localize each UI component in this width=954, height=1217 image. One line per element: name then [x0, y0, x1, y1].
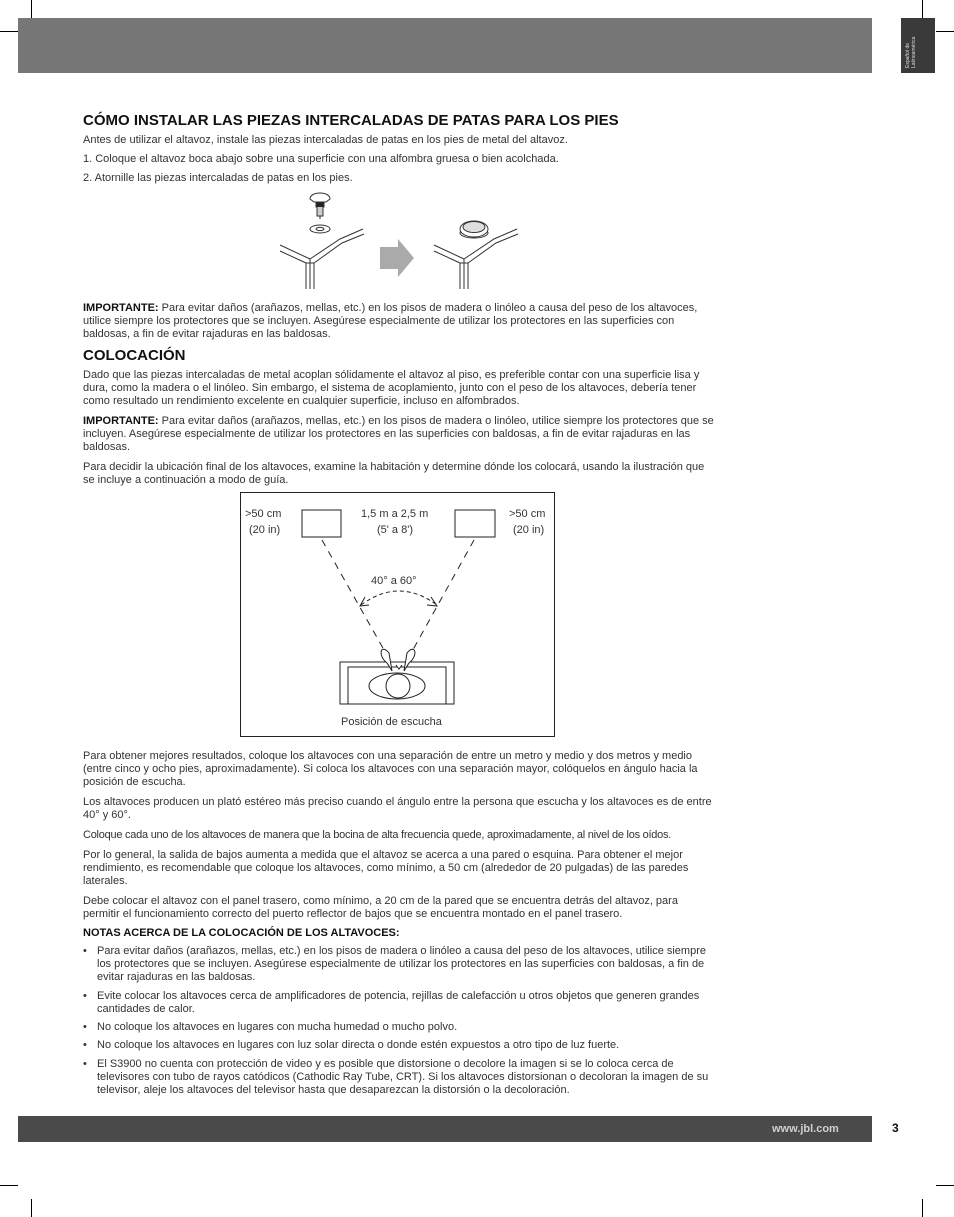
placement-diagram [240, 492, 555, 737]
angle-label: 40° a 60° [371, 575, 417, 587]
crop-mark [31, 0, 32, 18]
crop-mark [31, 1199, 32, 1217]
page-number: 3 [892, 1121, 899, 1135]
placement-paragraph-7: Debe colocar el altavoz con el panel trasero, como mínimo, a 20 cm de la pared que se encuentra detrás del altavoz, para permitir el funcionamiento correcto del puerto reflector de bajos que se encuentra montado en el panel trasero. [83, 895, 678, 920]
placement-paragraph-6: Por lo general, la salida de bajos aumenta a medida que el altavoz se acerca a una pared o esquina. Para obtener el mejor rendimiento, es recomendable que coloque los altavoces, como mínimo, a 50 cm (alrededor de 20 pulgadas) de las paredes laterales. [83, 849, 689, 887]
header-bar [18, 18, 872, 73]
placement-paragraph-2: Para decidir la ubicación final de los altavoces, examine la habitación y determine dónde los colocará, usando la ilustración que se incluye a continuación a modo de guía. [83, 461, 705, 486]
right-distance-inches: (20 in) [513, 524, 545, 536]
important-note-1 [83, 302, 715, 341]
crop-mark [922, 1199, 923, 1217]
important-text: Para evitar daños (arañazos, mellas, etc.) en los pisos de madera o linóleo, utilice siempre los protectores que se incluyen. Asegúrese especialmente de utilizar los protectores en las superficies con baldosas, a fin de evitar rajaduras en las baldosas. [83, 415, 714, 453]
language-tab-label: Español de Latinoamérica [905, 36, 917, 68]
list-item: • Para evitar daños (arañazos, mellas, etc.) en los pisos de madera o linóleo a causa del peso de los altavoces, utilice siempre los protectores que se incluyen. Asegúrese especialmente de utilizar los protectores en las superficies con baldosas, a fin de evitar rajaduras en las baldosas. [83, 945, 706, 983]
list-item: • El S3900 no cuenta con protección de video y es posible que distorsione o decolore la imagen si se lo coloca cerca de televisores con tubo de rayos catódicos (Cathodic Ray Tube, CRT). Si los altavoces distorsionan o decoloran la imagen de su televisor, aleje los altavoces del televisor hasta que desaparezcan la distorsión o la decoloración. [83, 1058, 709, 1096]
important-text: Para evitar daños (arañazos, mellas, etc.) en los pisos de madera o linóleo a causa del peso de los altavoces, utilice siempre los protectores que se incluyen. Asegúrese especialmente de utilizar los protectores en las superficies con baldosas, a fin de evitar rajaduras en las baldosas. [83, 302, 698, 340]
listener-head [386, 674, 410, 698]
placement-paragraph-5: Coloque cada uno de los altavoces de manera que la bocina de alta frecuencia quede, aproximadamente, al nivel de los oídos. [83, 829, 672, 841]
important-label: IMPORTANTE: [83, 302, 159, 314]
list-item: • No coloque los altavoces en lugares con mucha humedad o mucho polvo. [83, 1021, 458, 1033]
right-speaker [455, 510, 495, 537]
section-title-feet: CÓMO INSTALAR LAS PIEZAS INTERCALADAS DE PATAS PARA LOS PIES [83, 112, 619, 129]
crop-mark [936, 1185, 954, 1186]
language-tab [901, 18, 935, 73]
section-title-placement: COLOCACIÓN [83, 347, 186, 364]
notes-title: NOTAS ACERCA DE LA COLOCACIÓN DE LOS ALTAVOCES: [83, 927, 400, 939]
important-label: IMPORTANTE: [83, 415, 159, 427]
foot-insert-illustration [276, 189, 526, 294]
left-distance-inches: (20 in) [249, 524, 281, 536]
left-distance-label: >50 cm [245, 508, 282, 520]
intro-paragraph: Antes de utilizar el altavoz, instale las piezas intercaladas de patas en los pies de metal del altavoz. [83, 134, 568, 146]
footer-bar [18, 1116, 872, 1142]
step-1: 1. Coloque el altavoz boca abajo sobre una superficie con una alfombra gruesa o bien acolchada. [83, 153, 559, 165]
center-distance-feet: (5' a 8') [377, 524, 413, 536]
crop-mark [936, 31, 954, 32]
center-distance-label: 1,5 m a 2,5 m [361, 508, 429, 520]
listening-position-label: Posición de escucha [341, 716, 442, 728]
left-speaker [302, 510, 341, 537]
step-2: 2. Atornille las piezas intercaladas de patas en los pies. [83, 172, 353, 184]
placement-paragraph-3: Para obtener mejores resultados, coloque los altavoces con una separación de entre un metro y medio y dos metros y medio (entre cinco y ocho pies, aproximadamente). Si coloca los altavoces con una separación mayor, colóquelos en ángulo hacia la posición de escucha. [83, 750, 698, 788]
list-item: • No coloque los altavoces en lugares con luz solar directa o donde estén expuestos a otro tipo de luz fuerte. [83, 1039, 620, 1051]
crop-mark [0, 1185, 18, 1186]
crop-mark [0, 31, 18, 32]
list-item: • Evite colocar los altavoces cerca de amplificadores de potencia, rejillas de calefacción u otros objetos que generen grandes cantidades de calor. [83, 990, 700, 1015]
placement-paragraph-4: Los altavoces producen un plató estéreo más preciso cuando el ángulo entre la persona que escucha y los altavoces es de entre 40° y 60°. [83, 796, 712, 821]
right-distance-label: >50 cm [509, 508, 546, 520]
placement-paragraph-1: Dado que las piezas intercaladas de metal acoplan sólidamente el altavoz al piso, es preferible contar con una superficie lisa y dura, como la madera o el linóleo. Sin embargo, el sistema de acoplamiento, junto con el peso de los altavoces, debería tener como resultado un rendimiento excelente en cualquier superficie, incluso en alfombrados. [83, 369, 700, 407]
crop-mark [922, 0, 923, 18]
website-link[interactable]: www.jbl.com [772, 1123, 839, 1135]
important-note-2 [83, 415, 715, 454]
